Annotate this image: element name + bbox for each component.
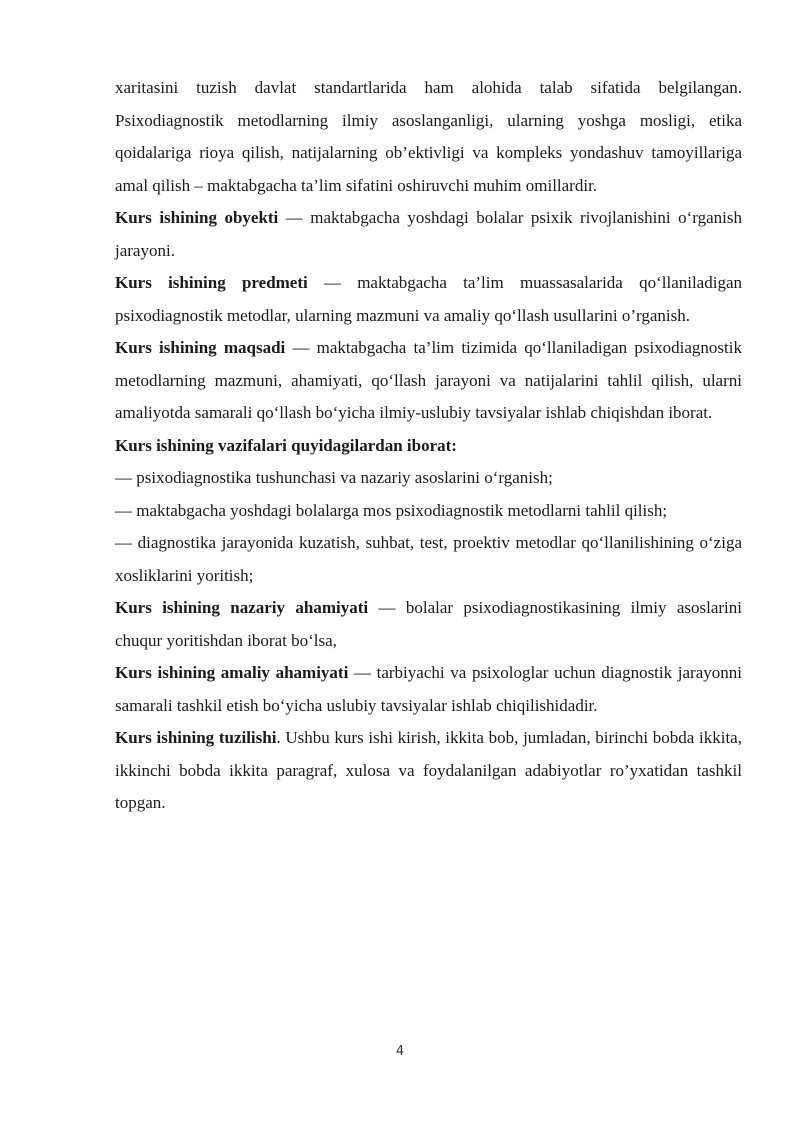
goal-text: — maktabgacha ta’lim tizimida qo‘llaniladigan psixodiagnostik metodlarning mazmuni, ahamiyati, qo‘llash jarayoni va natijalarini tahlil qilish, ularni amaliyotda samarali qo‘llash bo‘yicha ilmiy-uslubiy tavsiyalar ishlab chiqishdan iborat. [115,338,742,422]
object-text: — maktabgacha yoshdagi bolalar psixik rivojlanishini o‘rganish jarayoni. [115,208,742,260]
theoretical-significance-text: — bolalar psixodiagnostikasining ilmiy asoslarini chuqur yoritishdan iborat bo‘lsa, [115,598,742,650]
subject-text: — maktabgacha ta’lim muassasalarida qo‘llaniladigan psixodiagnostik metodlar, ularning mazmuni va amaliy qo‘llash usullarini o’rganish. [115,273,743,325]
subject-paragraph [115,267,742,332]
page-number: 4 [395,1044,405,1059]
tasks-label: Kurs ishining vazifalari quyidagilardan iborat: [115,435,457,455]
practical-significance-text: — tarbiyachi va psixologlar uchun diagnostik jarayonni samarali tashkil etish bo‘yicha uslubiy tavsiyalar ishlab chiqilishidadir. [115,663,742,715]
structure-text: . Ushbu kurs ishi kirish, ikkita bob, jumladan, birinchi bobda ikkita, ikkinchi bobda ikkita paragraf, xulosa va foydalanilgan adabiyotlar ro’yxatidan tashkil topgan. [115,728,742,812]
task-item [115,462,742,495]
theoretical-significance-label: Kurs ishining nazariy ahamiyati [115,598,369,617]
practical-significance-paragraph [115,657,742,722]
document-body [115,72,742,820]
structure-label: Kurs ishining tuzilishi [115,728,277,747]
goal-label: Kurs ishining maqsadi [115,338,286,357]
object-paragraph [115,202,742,267]
task-item-text: — psixodiagnostika tushunchasi va nazariy asoslarini o‘rganish; [115,468,553,487]
theoretical-significance-paragraph [115,592,742,657]
structure-paragraph [115,722,742,820]
task-item-text: — diagnostika jarayonida kuzatish, suhbat, test, proektiv metodlar qo‘llanilishining o‘ziga xosliklarini yoritish; [115,533,742,585]
task-item [115,495,742,528]
goal-paragraph [115,332,742,430]
paragraph-text: xaritasini tuzish davlat standartlarida ham alohida talab sifatida belgilangan. Psixodiagnostik metodlarning ilmiy asoslanganligi, ularning yoshga mosligi, etika qoidalariga rioya qilish, natijalarning ob’ektivligi va kompleks yondashuv tamoyillariga amal qilish – maktabgacha ta’lim sifatini oshiruvchi muhim omillardir. [115,78,742,195]
task-item [115,527,742,592]
practical-significance-label: Kurs ishining amaliy ahamiyati [115,663,349,682]
object-label: Kurs ishining obyekti [115,208,279,227]
task-item-text: — maktabgacha yoshdagi bolalarga mos psixodiagnostik metodlarni tahlil qilish; [115,500,668,520]
tasks-heading [115,430,742,463]
intro-paragraph [115,72,742,202]
subject-label: Kurs ishining predmeti [115,273,308,292]
